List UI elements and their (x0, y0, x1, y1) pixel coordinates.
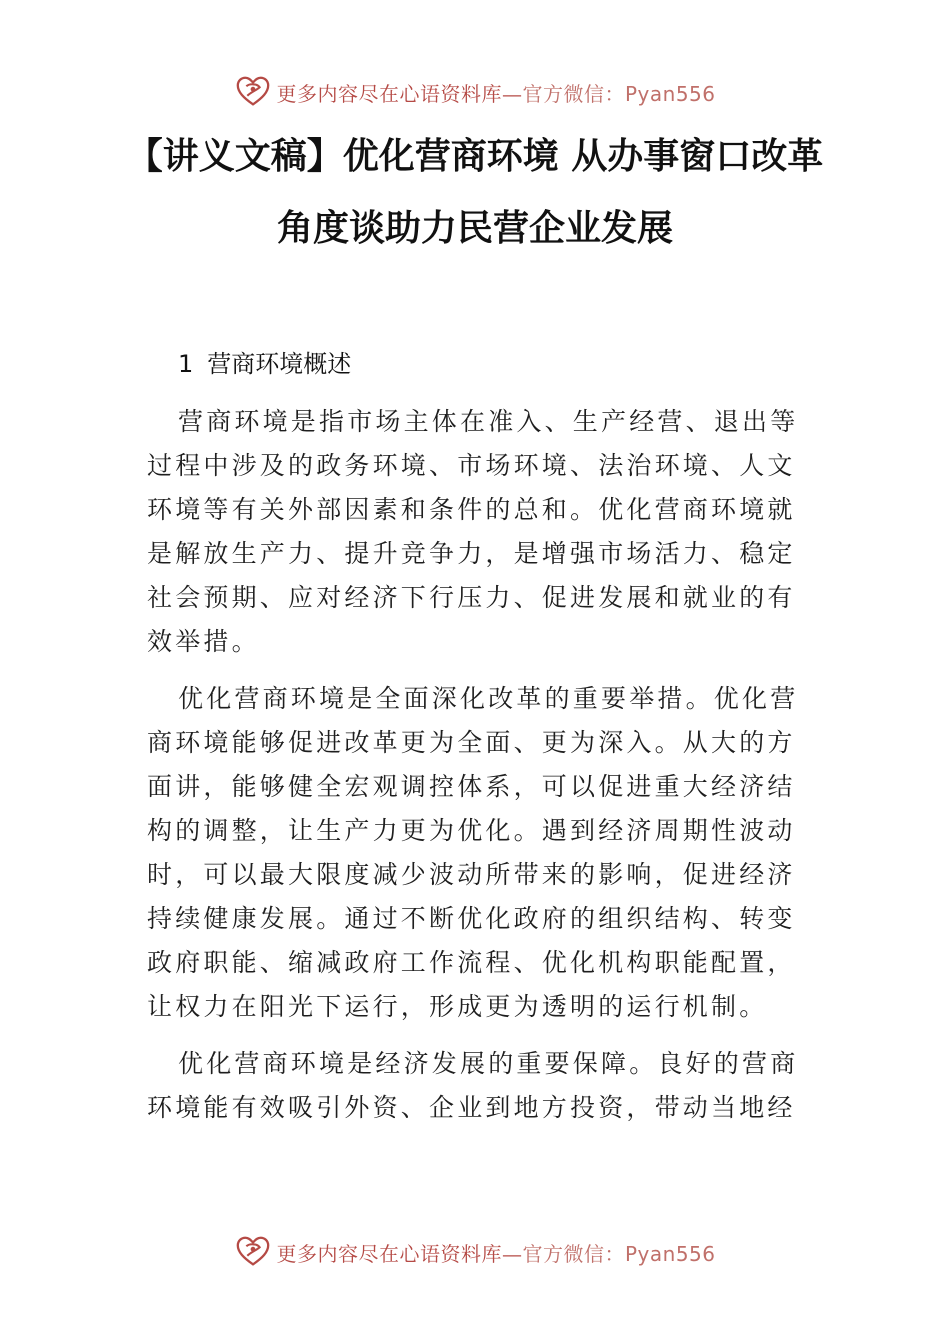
watermark-id: Pyan556 (624, 81, 716, 106)
watermark-id: Pyan556 (624, 1241, 716, 1266)
section-heading (178, 344, 351, 379)
watermark-banner-bottom (0, 1230, 950, 1274)
body-line: 时，可以最大限度减少波动所带来的影响，促进经济 (147, 860, 796, 889)
watermark-banner-top (0, 70, 950, 114)
body-line: 面讲，能够健全宏观调控体系，可以促进重大经济结 (147, 772, 796, 801)
watermark-label: 官方微信： (522, 1241, 625, 1266)
watermark-brand: 更多内容尽在心语资料库 (276, 81, 502, 106)
section-heading-text: 营商环境概述 (207, 350, 352, 378)
body-line: 优化营商环境是全面深化改革的重要举措。优化营 (178, 684, 799, 713)
body-line: 营商环境是指市场主体在准入、生产经营、退出等 (178, 407, 799, 436)
body-line: 优化营商环境是经济发展的重要保障。良好的营商 (178, 1049, 799, 1078)
body-line: 效举措。 (147, 627, 260, 656)
body-line: 社会预期、应对经济下行压力、促进发展和就业的有 (147, 583, 796, 612)
body-line: 让权力在阳光下运行，形成更为透明的运行机制。 (147, 992, 768, 1021)
watermark-label: 官方微信： (522, 81, 625, 106)
body-line: 政府职能、缩减政府工作流程、优化机构职能配置， (147, 948, 796, 977)
watermark-dash: — (501, 81, 523, 106)
body-line: 商环境能够促进改革更为全面、更为深入。从大的方 (147, 728, 796, 757)
section-number: 1 (178, 350, 194, 378)
body-line: 是解放生产力、提升竞争力，是增强市场活力、稳定 (147, 539, 796, 568)
body-line: 过程中涉及的政务环境、市场环境、法治环境、人文 (147, 451, 796, 480)
body-line: 构的调整，让生产力更为优化。遇到经济周期性波动 (147, 816, 796, 845)
body-line: 环境等有关外部因素和条件的总和。优化营商环境就 (147, 495, 796, 524)
document-title-line-1: 【讲义文稿】优化营商环境 从办事窗口改革 (126, 135, 824, 177)
document-title-line-2: 角度谈助力民营企业发展 (276, 207, 673, 249)
watermark-brand: 更多内容尽在心语资料库 (276, 1241, 502, 1266)
body-line: 环境能有效吸引外资、企业到地方投资，带动当地经 (147, 1093, 796, 1122)
heart-logo-icon (234, 1233, 272, 1271)
watermark-dash: — (501, 1241, 523, 1266)
heart-logo-icon (234, 73, 272, 111)
body-line: 持续健康发展。通过不断优化政府的组织结构、转变 (147, 904, 796, 933)
